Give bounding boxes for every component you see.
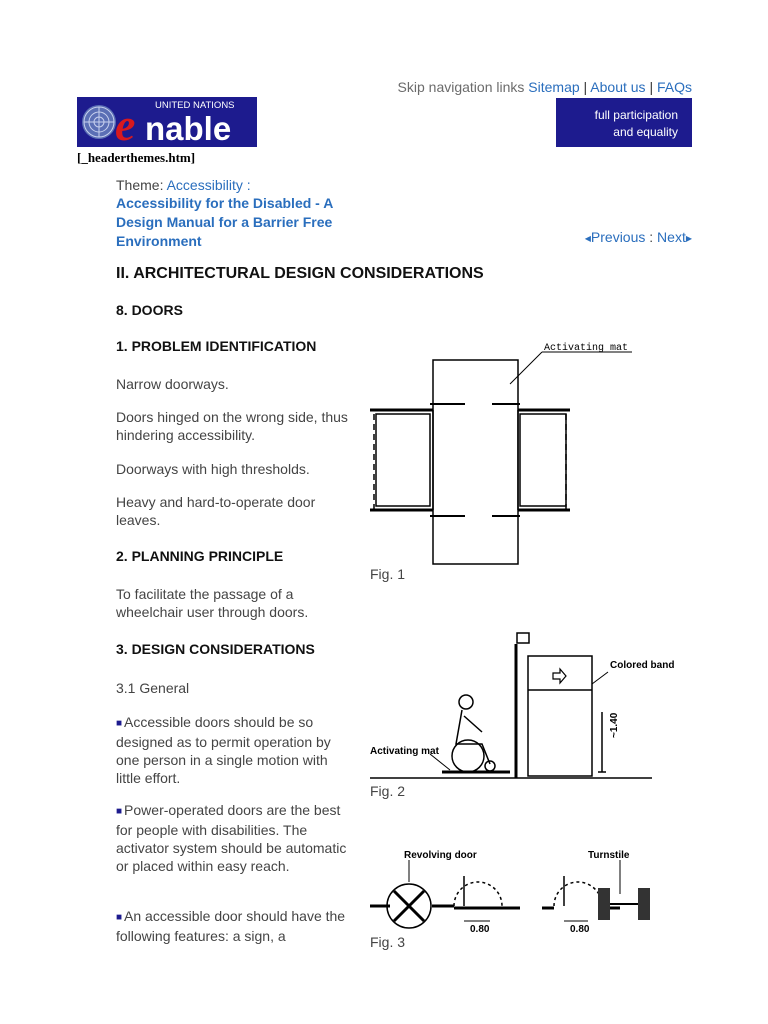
previous-link[interactable]: Previous: [590, 229, 646, 245]
svg-text:0.80: 0.80: [570, 924, 590, 935]
design-bullet: [116, 801, 348, 875]
bullet-icon: ■: [116, 806, 123, 817]
top-navigation: [398, 79, 692, 95]
bullet-icon: ■: [116, 718, 123, 729]
figure-3-revolving-and-turnstile: [370, 846, 652, 934]
next-link[interactable]: Next: [657, 229, 686, 245]
bullet-icon: ■: [116, 912, 123, 923]
theme-colon: :: [246, 177, 251, 193]
problem-item: Doors hinged on the wrong side, thus hindering accessibility.: [116, 409, 348, 443]
pager: [585, 229, 692, 245]
un-emblem-icon: [77, 97, 257, 150]
slogan-line: and equality: [613, 125, 678, 139]
header-themes-placeholder: [_headerthemes.htm]: [77, 150, 196, 165]
turnstile-post: [638, 888, 650, 920]
bullet-text: Power-operated doors are the best for people with disabilities. The activator system should be automatic or placed within easy reach.: [116, 802, 347, 874]
previous-arrow-icon: ◀: [584, 233, 591, 243]
about-us-link[interactable]: About us: [590, 79, 646, 95]
next-arrow-icon: ▶: [685, 233, 692, 243]
theme-label: Theme:: [116, 177, 164, 193]
svg-text:UNITED NATIONS: UNITED NATIONS: [155, 100, 235, 111]
svg-text:Revolving door: Revolving door: [404, 850, 477, 861]
svg-text:nable: nable: [145, 110, 232, 147]
svg-text:Colored band: Colored band: [610, 660, 675, 671]
svg-text:~1.40: ~1.40: [609, 712, 620, 738]
slogan-banner: [556, 98, 692, 147]
problem-heading: 1. PROBLEM IDENTIFICATION: [116, 338, 317, 354]
faqs-link[interactable]: FAQs: [656, 79, 692, 95]
theme-line: [116, 177, 251, 193]
svg-text:Turnstile: Turnstile: [588, 850, 630, 861]
design-heading: 3. DESIGN CONSIDERATIONS: [116, 641, 315, 657]
problem-item: Doorways with high thresholds.: [116, 461, 310, 477]
bullet-text: Accessible doors should be so designed as to permit operation by one person in a single motion with little effort.: [116, 714, 331, 786]
manual-title-link[interactable]: Accessibility for the Disabled - A Design Manual for a Barrier Free Environment: [116, 195, 333, 249]
svg-text:Activating mat: Activating mat: [370, 746, 439, 757]
figure-2-power-door: [370, 632, 675, 782]
pager-separator: :: [649, 229, 654, 245]
svg-text:e: e: [115, 99, 136, 150]
figure-3-caption: Fig. 3: [370, 934, 406, 950]
svg-text:0.80: 0.80: [470, 924, 490, 935]
design-bullet: [116, 907, 348, 945]
figure-1-door-plan: [370, 338, 652, 566]
svg-text:Activating mat: Activating mat: [544, 343, 629, 354]
theme-accessibility-link[interactable]: Accessibility: [166, 177, 243, 193]
subsection-title: 8. DOORS: [116, 302, 183, 318]
skip-navigation-link[interactable]: Skip navigation links: [397, 79, 525, 95]
turnstile-post: [598, 888, 610, 920]
problem-item: Heavy and hard-to-operate door leaves.: [116, 494, 316, 528]
planning-heading: 2. PLANNING PRINCIPLE: [116, 548, 284, 564]
section-title: II. ARCHITECTURAL DESIGN CONSIDERATIONS: [116, 265, 484, 282]
problem-item: Narrow doorways.: [116, 376, 229, 392]
design-bullet: [116, 713, 348, 787]
sitemap-link[interactable]: Sitemap: [528, 79, 580, 95]
figure-1-caption: Fig. 1: [370, 566, 406, 582]
nav-separator: |: [583, 79, 588, 95]
bullet-text: An accessible door should have the following features: a sign, a: [116, 908, 346, 944]
design-subheading: 3.1 General: [116, 680, 190, 696]
un-enable-logo[interactable]: [77, 97, 257, 150]
figure-2-caption: Fig. 2: [370, 783, 406, 799]
planning-text: To facilitate the passage of a wheelchair user through doors.: [116, 586, 309, 620]
slogan-line: full participation: [594, 108, 678, 122]
arrow-right-icon: [553, 669, 566, 683]
nav-separator: |: [649, 79, 654, 95]
